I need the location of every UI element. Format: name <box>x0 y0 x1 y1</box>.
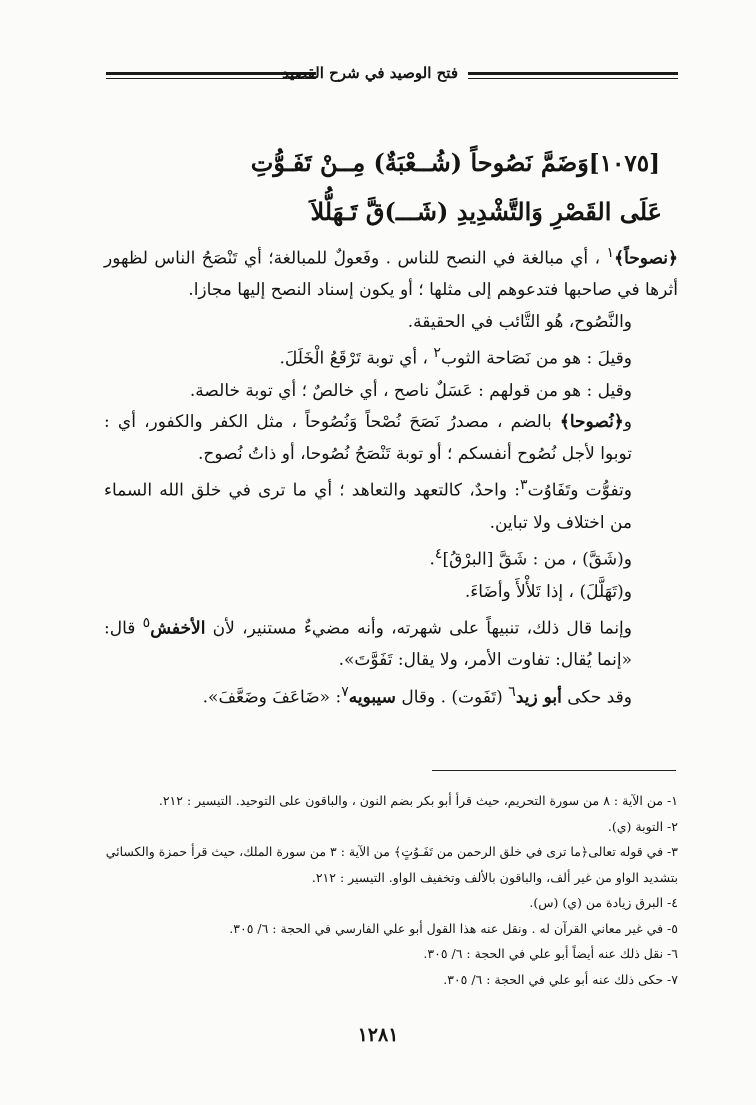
page-number: ١٢٨١ <box>357 1024 399 1046</box>
paragraph: و(تَهَلَّلَ) ، إذا تَلأْلأَ وأضَاءَ. <box>464 581 632 602</box>
paragraph: وقيل : هو من قولهم : عَسَلٌ ناصح ، أي خالصٌ ؛ أي توبة خالصة. <box>189 380 632 401</box>
paragraph-text: (تَفَوت) . وقال <box>401 687 503 708</box>
commentary-body <box>104 238 678 714</box>
footnote-ref: ٦ <box>508 684 516 700</box>
footnote-ref: ٧ <box>341 684 349 700</box>
paragraph-text: وتفوُّت وتَفَاوُت <box>527 481 632 502</box>
footnote: ٧- حكى ذلك عنه أبو علي في الحجة : ٦/ ٣٠٥. <box>443 971 678 987</box>
footnote-ref: ٥ <box>142 615 151 632</box>
footnotes <box>100 788 678 992</box>
paragraph-text: بالضم ، مصدرُ نَصَحَ نُصْحاً وَنُصُوحاً ، مثل الكفر والكفور، أي : توبوا لأجل نُصُوح أنفسكم ؛ أو توبة تَنْصَحُ نُصُوحا، أو ذاتُ نُصوح. <box>104 412 632 464</box>
paragraph-text: و <box>623 412 632 433</box>
footnote: ٤- البرق زيادة من (ي) (س). <box>529 895 678 910</box>
paragraph-text: وقد حكى <box>567 687 632 708</box>
verse-line-2: عَلَى القَصْرِ وَالتَّشْدِيدِ (شَـــ)قَّ تَـهَلُّلاَ <box>310 197 662 226</box>
paragraph-text: قال: «إنما يُقال: تفاوت الأمر، ولا يقال: تَفَوَّتَ». <box>104 618 632 671</box>
footnote-ref: ١ <box>606 245 615 261</box>
footnote: ٣- في قوله تعالى﴿ما ترى في خلق الرحمن من تَفَـوُتٍ﴾ من الآية : ٣ من سورة الملك، حيث قرأ حمزة والكسائي بتشديد الواو من غير ألف، والباقون بالألف وتخفيف الواو. التيسير : ٢١٢. <box>105 844 678 885</box>
verse-line-1 <box>251 148 660 177</box>
paragraph-text: ، أي مبالغة في النصح للناس . وفَعولٌ للمبالغة؛ أي تَنْصَحُ الناس لظهور أثرها في صاحبها فتدعوهم إلى مثلها ؛ أو يكون إسناد النصح إليها مجازا. <box>104 248 678 301</box>
paragraph-text: وقيلَ : هو من نَصَاحة الثوب <box>441 349 632 370</box>
quranic-term: ﴿نُصوحا﴾ <box>559 412 624 433</box>
footnote: ٢- التوبة (ي). <box>607 818 678 834</box>
scholar-name: الأخفش <box>150 618 206 639</box>
scholar-name: أبو زيد <box>515 687 562 708</box>
quranic-term: ﴿نصوحاً﴾ <box>614 248 678 269</box>
running-header <box>106 54 678 94</box>
footnote-separator <box>432 770 676 771</box>
paragraph-text: : واحدٌ، كالتعهد والتعاهد ؛ أي ما ترى في خلق الله السماء من اختلاف ولا تباين. <box>104 481 632 533</box>
footnote: ٥- في غير معاني القرآن له . ونقل عنه هذا القول أبو علي الفارسي في الحجة : ٦/ ٣٠٥. <box>229 920 678 936</box>
paragraph: والنَّصُوح، هُو التَّائب في الحقيقة. <box>407 311 632 332</box>
paragraph <box>104 539 678 576</box>
paragraph-text: ، أي توبة تَرْقَعُ الْخَلَلَ. <box>279 349 428 370</box>
paragraph-text: وإنما قال ذلك، تنبيهاً على شهرته، وأنه مضيءٌ مستنير، لأن <box>212 618 632 639</box>
paragraph <box>104 470 678 539</box>
paragraph <box>104 338 678 375</box>
header-rule-right <box>468 72 678 79</box>
paragraph <box>104 677 678 714</box>
paragraph-text: . <box>429 549 435 570</box>
footnote-ref: ٤ <box>434 546 443 563</box>
verse-number: [١٠٧٥] <box>588 150 660 177</box>
footnote-ref: ٣ <box>519 477 528 494</box>
paragraph <box>104 608 678 677</box>
scholar-name: سيبويه <box>348 687 396 708</box>
paragraph-text: : «ضَاعَفَ وضَعَّفَ». <box>202 687 342 708</box>
verse-hemistich-1: وَضَمَّ نَصُوحاً (شُــعْبَةٌ) مِــنْ تَفَـوُّتِ <box>250 148 589 177</box>
paragraph <box>104 238 678 307</box>
paragraph <box>104 407 678 470</box>
running-title: فتح الوصيد في شرح القصيد <box>282 64 458 82</box>
paragraph-text: و(شَقَّ) ، من : شَقَّ [البرْقُ] <box>442 549 632 570</box>
footnote-ref: ٢ <box>433 345 442 362</box>
footnote: ٦- نقل ذلك عنه أيضاً أبو علي في الحجة : ٦/ ٣٠٥. <box>423 946 678 961</box>
footnote: ١- من الآية : ٨ من سورة التحريم، حيث قرأ أبو بكر بضم النون ، والباقون على التوحيد. التيسير : ٢١٢. <box>158 793 678 808</box>
